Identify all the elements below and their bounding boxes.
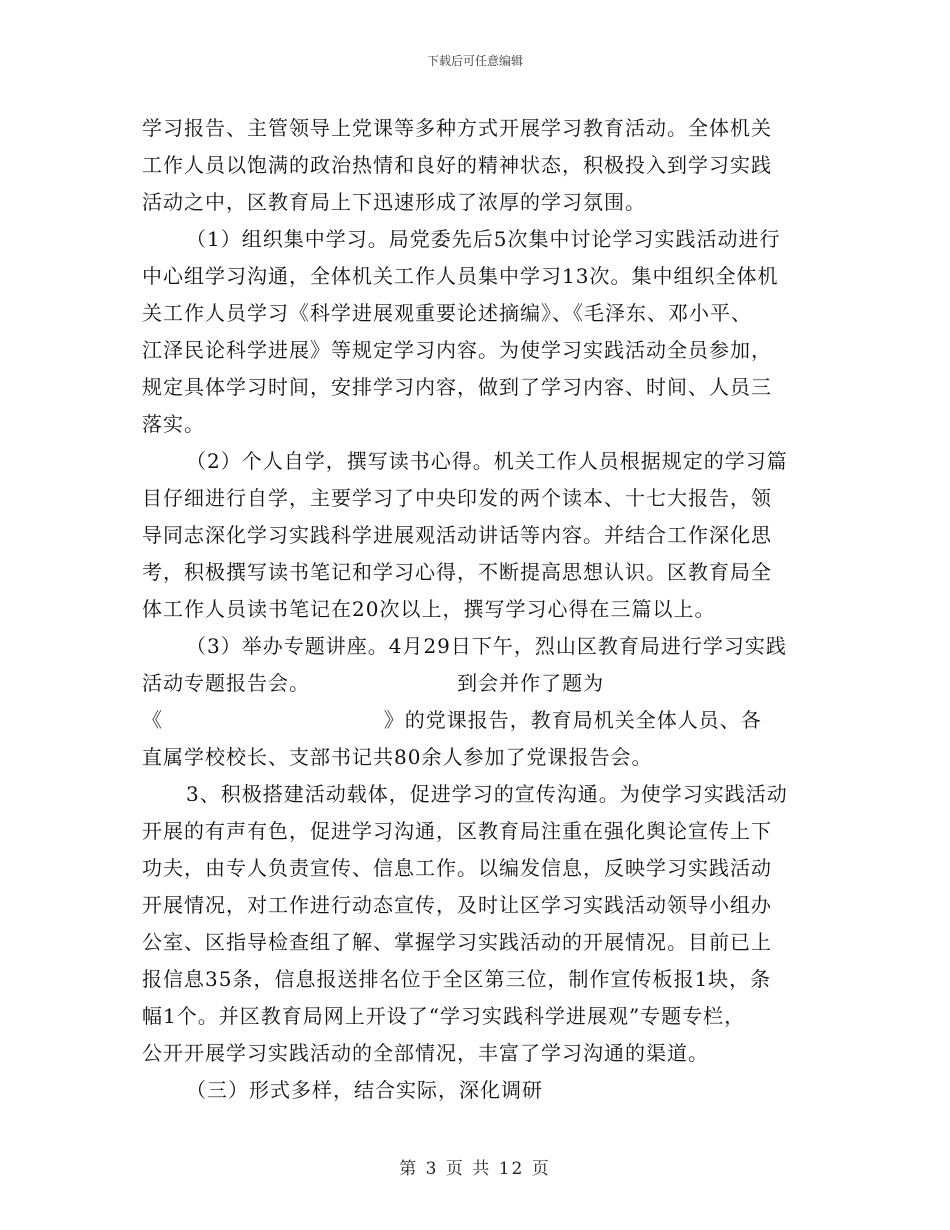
body-line: 开展的有声有色，促进学习沟通，区教育局注重在强化舆论宣传上下 (142, 819, 772, 843)
body-line: 报信息35条，信息报送排名位于全区第三位，制作宣传板报1块，条 (142, 967, 772, 991)
body-line: 江泽民论科学进展》等规定学习内容。为使学习实践活动全员参加， (142, 338, 772, 362)
body-line: 落实。 (142, 412, 205, 436)
body-line: 工作人员以饱满的政治热情和良好的精神状态，积极投入到学习实践 (142, 153, 772, 177)
body-line: 开展情况，对工作进行动态宣传，及时让区学习实践活动领导小组办 (142, 893, 772, 917)
body-line: 直属学校校长、支部书记共80余人参加了党课报告会。 (142, 745, 653, 769)
body-line: 目仔细进行自学，主要学习了中央印发的两个读本、十七大报告，领 (142, 486, 772, 510)
body-line: 活动专题报告会。 到会并作了题为 (142, 671, 605, 695)
body-line: 规定具体学习时间，安排学习内容，做到了学习内容、时间、人员三 (142, 375, 772, 399)
body-line: 学习报告、主管领导上党课等多种方式开展学习教育活动。全体机关 (142, 116, 772, 140)
body-line: 体工作人员读书笔记在20次以上，撰写学习心得在三篇以上。 (142, 597, 716, 621)
body-line: 公开开展学习实践活动的全部情况，丰富了学习沟通的渠道。 (142, 1041, 709, 1065)
body-line: 公室、区指导检查组了解、掌握学习实践活动的开展情况。目前已上 (142, 930, 772, 954)
body-line: 中心组学习沟通，全体机关工作人员集中学习13次。集中组织全体机 (142, 264, 779, 288)
body-line: 幅1个。并区教育局网上开设了“学习实践科学进展观”专题专栏， (142, 1004, 746, 1028)
body-line: 考，积极撰写读书笔记和学习心得，不断提高思想认识。区教育局全 (142, 560, 772, 584)
page-number: 第 3 页 共 12 页 (399, 1159, 551, 1179)
body-line: 关工作人员学习《科学进展观重要论述摘编》、《毛泽东、邓小平、 (142, 301, 752, 325)
body-line: （3）举办专题讲座。4月29日下午，烈山区教育局进行学习实践 (186, 634, 787, 658)
body-line: 导同志深化学习实践科学进展观活动讲话等内容。并结合工作深化思 (142, 523, 772, 547)
body-line: 活动之中，区教育局上下迅速形成了浓厚的学习氛围。 (142, 190, 646, 214)
body-line: 3、积极搭建活动载体，促进学习的宣传沟通。为使学习实践活动 (186, 782, 788, 806)
body-line: （三）形式多样，结合实际，深化调研 (186, 1078, 543, 1102)
body-line: 功夫，由专人负责宣传、信息工作。以编发信息，反映学习实践活动 (142, 856, 772, 880)
document-body (142, 110, 822, 1109)
body-line: （2）个人自学，撰写读书心得。机关工作人员根据规定的学习篇 (186, 449, 788, 473)
body-line: 《 》的党课报告，教育局机关全体人员、各 (142, 708, 762, 732)
body-line: （1）组织集中学习。局党委先后5次集中讨论学习实践活动进行 (186, 227, 781, 251)
page-header: 下载后可任意编辑 (426, 54, 523, 68)
